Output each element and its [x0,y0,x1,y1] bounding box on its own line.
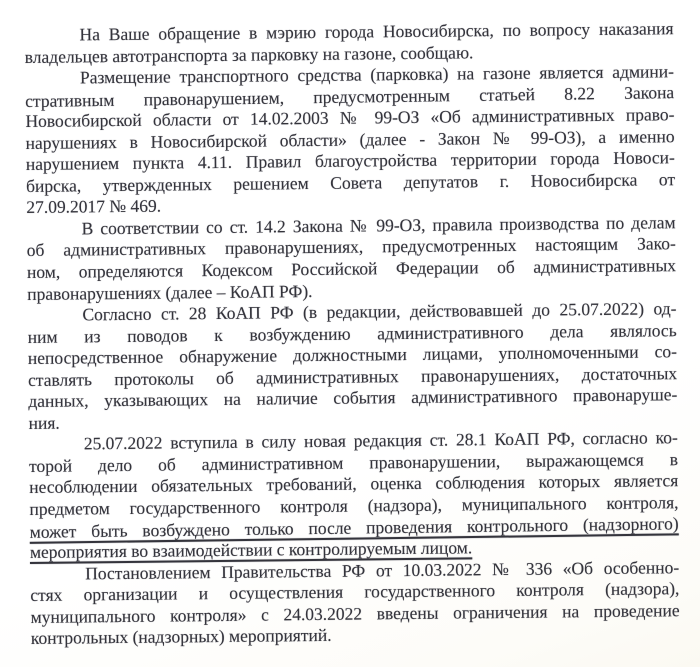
text-line: несоблюдении обязательных требований, оценка соблюдения которых является [29,470,679,498]
text-line: муниципального контроля» с 24.03.2022 введены ограничения на проведение [30,599,680,627]
text-line: ставлять протоколы об административных правонарушениях, достаточных [27,362,678,390]
text-line: Согласно ст. 28 КоАП РФ (в редакции, действовавшей до 25.07.2022) од- [82,298,677,325]
text-line: правонарушениях (далее – КоАП РФ). [27,280,313,304]
paragraph [29,428,679,564]
text-line: предметом государственного контроля (надзора), муниципального контроля, [29,492,679,520]
text-line: контрольных (надзорных) мероприятий. [30,625,332,649]
text-line: Размещение транспортного средства (парковка) на газоне является админи- [79,61,675,88]
text-line: данных, указывающих на наличие события административного правонаруше- [28,384,678,412]
text-line: Новосибирской области от 14.02.2003 № 99-ОЗ «Об административных право- [25,104,675,132]
text-line: ном, определяются Кодексом Российской Федерации об административных [26,255,677,283]
text-line: нарушениях в Новосибирской области» (далее - Закон № 99-ОЗ), а именно [25,125,675,153]
text-line: На Ваше обращение в мэрию города Новосибирска, по вопросу наказания [79,18,674,45]
text-line: торой дело об административном правонарушении, выражающемся в [28,449,679,476]
paragraph [27,298,677,434]
text-line: В соответствии со ст. 14.2 Закона № 99-ОЗ, правила производства по делам [81,212,676,239]
text-line-underlined: может быть возбуждено только после проведения контрольного (надзорного) [29,512,679,542]
text-line: стративным правонарушением, предусмотренным статьей 8.22 Закона [25,81,675,111]
text-line-underlined: мероприятия во взаимодействии с контролируемым лицом. [29,537,473,563]
text-line: об административных правонарушениях, предусмотренных настоящим Зако- [26,233,676,261]
text-line: ния. [28,412,60,433]
paragraph [25,61,676,219]
paragraph [30,557,680,650]
paragraph [24,18,673,68]
text-line: непосредственное обнаружение должностными лицами, уполномоченными со- [27,341,677,369]
text-line: 27.09.2017 № 469. [26,195,162,218]
text-line: владельцев автотранспорта за парковку на газоне, сообщаю. [24,41,474,67]
text-line: ним из поводов к возбуждению административного дела являлось [27,319,677,347]
text-line: 25.07.2022 вступила в силу новая редакция ст. 28.1 КоАП РФ, согласно ко- [83,427,678,454]
text-line: стях организации и осуществления государственного контроля (надзора), [30,578,680,606]
letter-body [24,18,680,650]
text-line: Постановлением Правительства РФ от 10.03.2022 № 336 «Об особенно- [85,556,680,584]
paragraph [26,212,676,305]
text-line: бирска, утвержденных решением Совета депутатов г. Новосибирска от [25,169,676,196]
text-line: нарушением пункта 4.11. Правил благоустройства территории города Новоси- [25,147,675,175]
